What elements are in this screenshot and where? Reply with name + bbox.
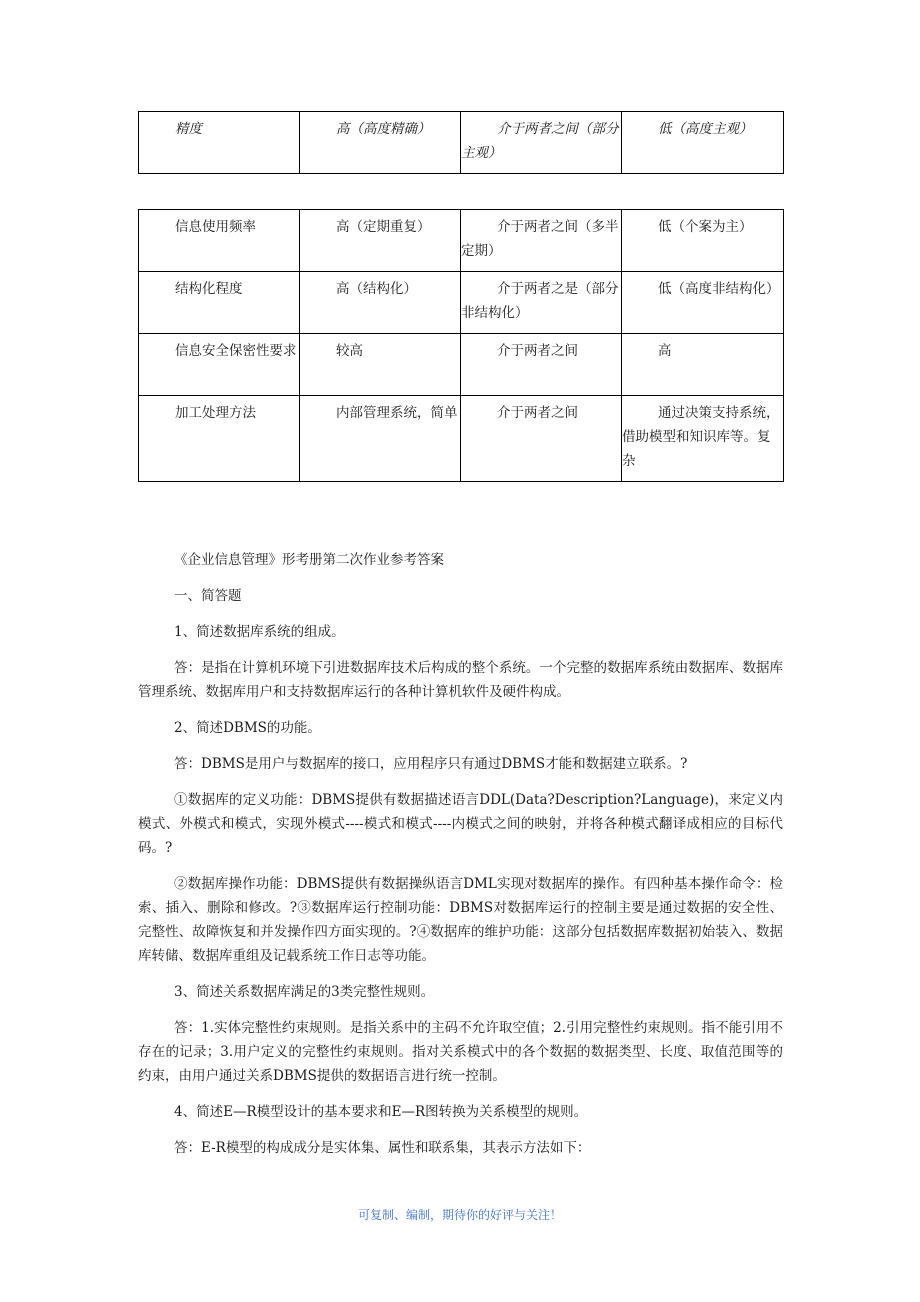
- table-cell: 低（高度主观）: [622, 112, 784, 174]
- table-row: [139, 210, 784, 272]
- answer-3: 答：1.实体完整性约束规则。是指关系中的主码不允许取空值；2.引用完整性约束规则。指不能引用不存在的记录；3.用户定义的完整性约束规则。指对关系模式中的各个数据的数据类型、长度、取值范围等的约束，由用户通过关系DBMS提供的数据语言进行统一控制。: [138, 1020, 783, 1084]
- table-cell: 高: [622, 334, 784, 396]
- table-cell: 信息使用频率: [139, 210, 300, 272]
- table-cell: 低（个案为主）: [622, 210, 784, 272]
- table-row: [139, 334, 784, 396]
- table-row: [139, 112, 784, 174]
- table-cell: 介于两者之间: [461, 334, 622, 396]
- comparison-table-top: [138, 111, 784, 174]
- question-1: 1、简述数据库系统的组成。: [174, 624, 345, 640]
- table-cell: 高（高度精确）: [300, 112, 461, 174]
- answer-2-intro: 答：DBMS是用户与数据库的接口，应用程序只有通过DBMS才能和数据建立联系。?: [174, 756, 688, 772]
- table-row: [139, 396, 784, 482]
- doc-title: 《企业信息管理》形考册第二次作业参考答案: [174, 552, 444, 568]
- question-2: 2、简述DBMS的功能。: [174, 720, 321, 736]
- table-cell: 加工处理方法: [139, 396, 300, 482]
- table-row: [139, 272, 784, 334]
- answer-2-part-2: ②数据库操作功能：DBMS提供有数据操纵语言DML实现对数据库的操作。有四种基本操作命令：检索、插入、删除和修改。?③数据库运行控制功能：DBMS对数据库运行的控制主要是通过数据的安全性、完整性、故障恢复和并发操作四方面实现的。?④数据库的维护功能：这部分包括数据库数据初始装入、数据库转储、数据库重组及记载系统工作日志等功能。: [138, 876, 783, 964]
- table-cell: 较高: [300, 334, 461, 396]
- table-cell: 精度: [139, 112, 300, 174]
- table-cell: 高（结构化）: [300, 272, 461, 334]
- question-3: 3、简述关系数据库满足的3类完整性规则。: [174, 984, 435, 1000]
- answer-2-part-1: ①数据库的定义功能：DBMS提供有数据描述语言DDL(Data?Description?Language)，来定义内模式、外模式和模式，实现外模式----模式和模式----内模式之间的映射，并将各种模式翻译成相应的目标代码。?: [138, 792, 783, 856]
- table-cell: 低（高度非结构化）: [622, 272, 784, 334]
- footer-note: 可复制、编制，期待你的好评与关注！: [357, 1208, 562, 1222]
- table-cell: 通过决策支持系统，借助模型和知识库等。复杂: [622, 396, 784, 482]
- answer-4: 答：E-R模型的构成成分是实体集、属性和联系集，其表示方法如下：: [174, 1140, 591, 1156]
- table-cell: 结构化程度: [139, 272, 300, 334]
- answer-1: 答：是指在计算机环境下引进数据库技术后构成的整个系统。一个完整的数据库系统由数据库、数据库管理系统、数据库用户和支持数据库运行的各种计算机软件及硬件构成。: [138, 660, 783, 700]
- comparison-table-main: [138, 209, 784, 482]
- table-cell: 内部管理系统，简单: [300, 396, 461, 482]
- table-cell: 介于两者之间: [461, 396, 622, 482]
- question-4: 4、简述E—R模型设计的基本要求和E—R图转换为关系模型的规则。: [174, 1104, 588, 1120]
- section-heading: 一、简答题: [174, 588, 242, 604]
- table-cell: 介于两者之间（多半定期）: [461, 210, 622, 272]
- table-cell: 介于两者之间（部分主观）: [461, 112, 622, 174]
- table-cell: 信息安全保密性要求: [139, 334, 300, 396]
- table-cell: 高（定期重复）: [300, 210, 461, 272]
- table-cell: 介于两者之是（部分非结构化）: [461, 272, 622, 334]
- document-body: [138, 548, 783, 1172]
